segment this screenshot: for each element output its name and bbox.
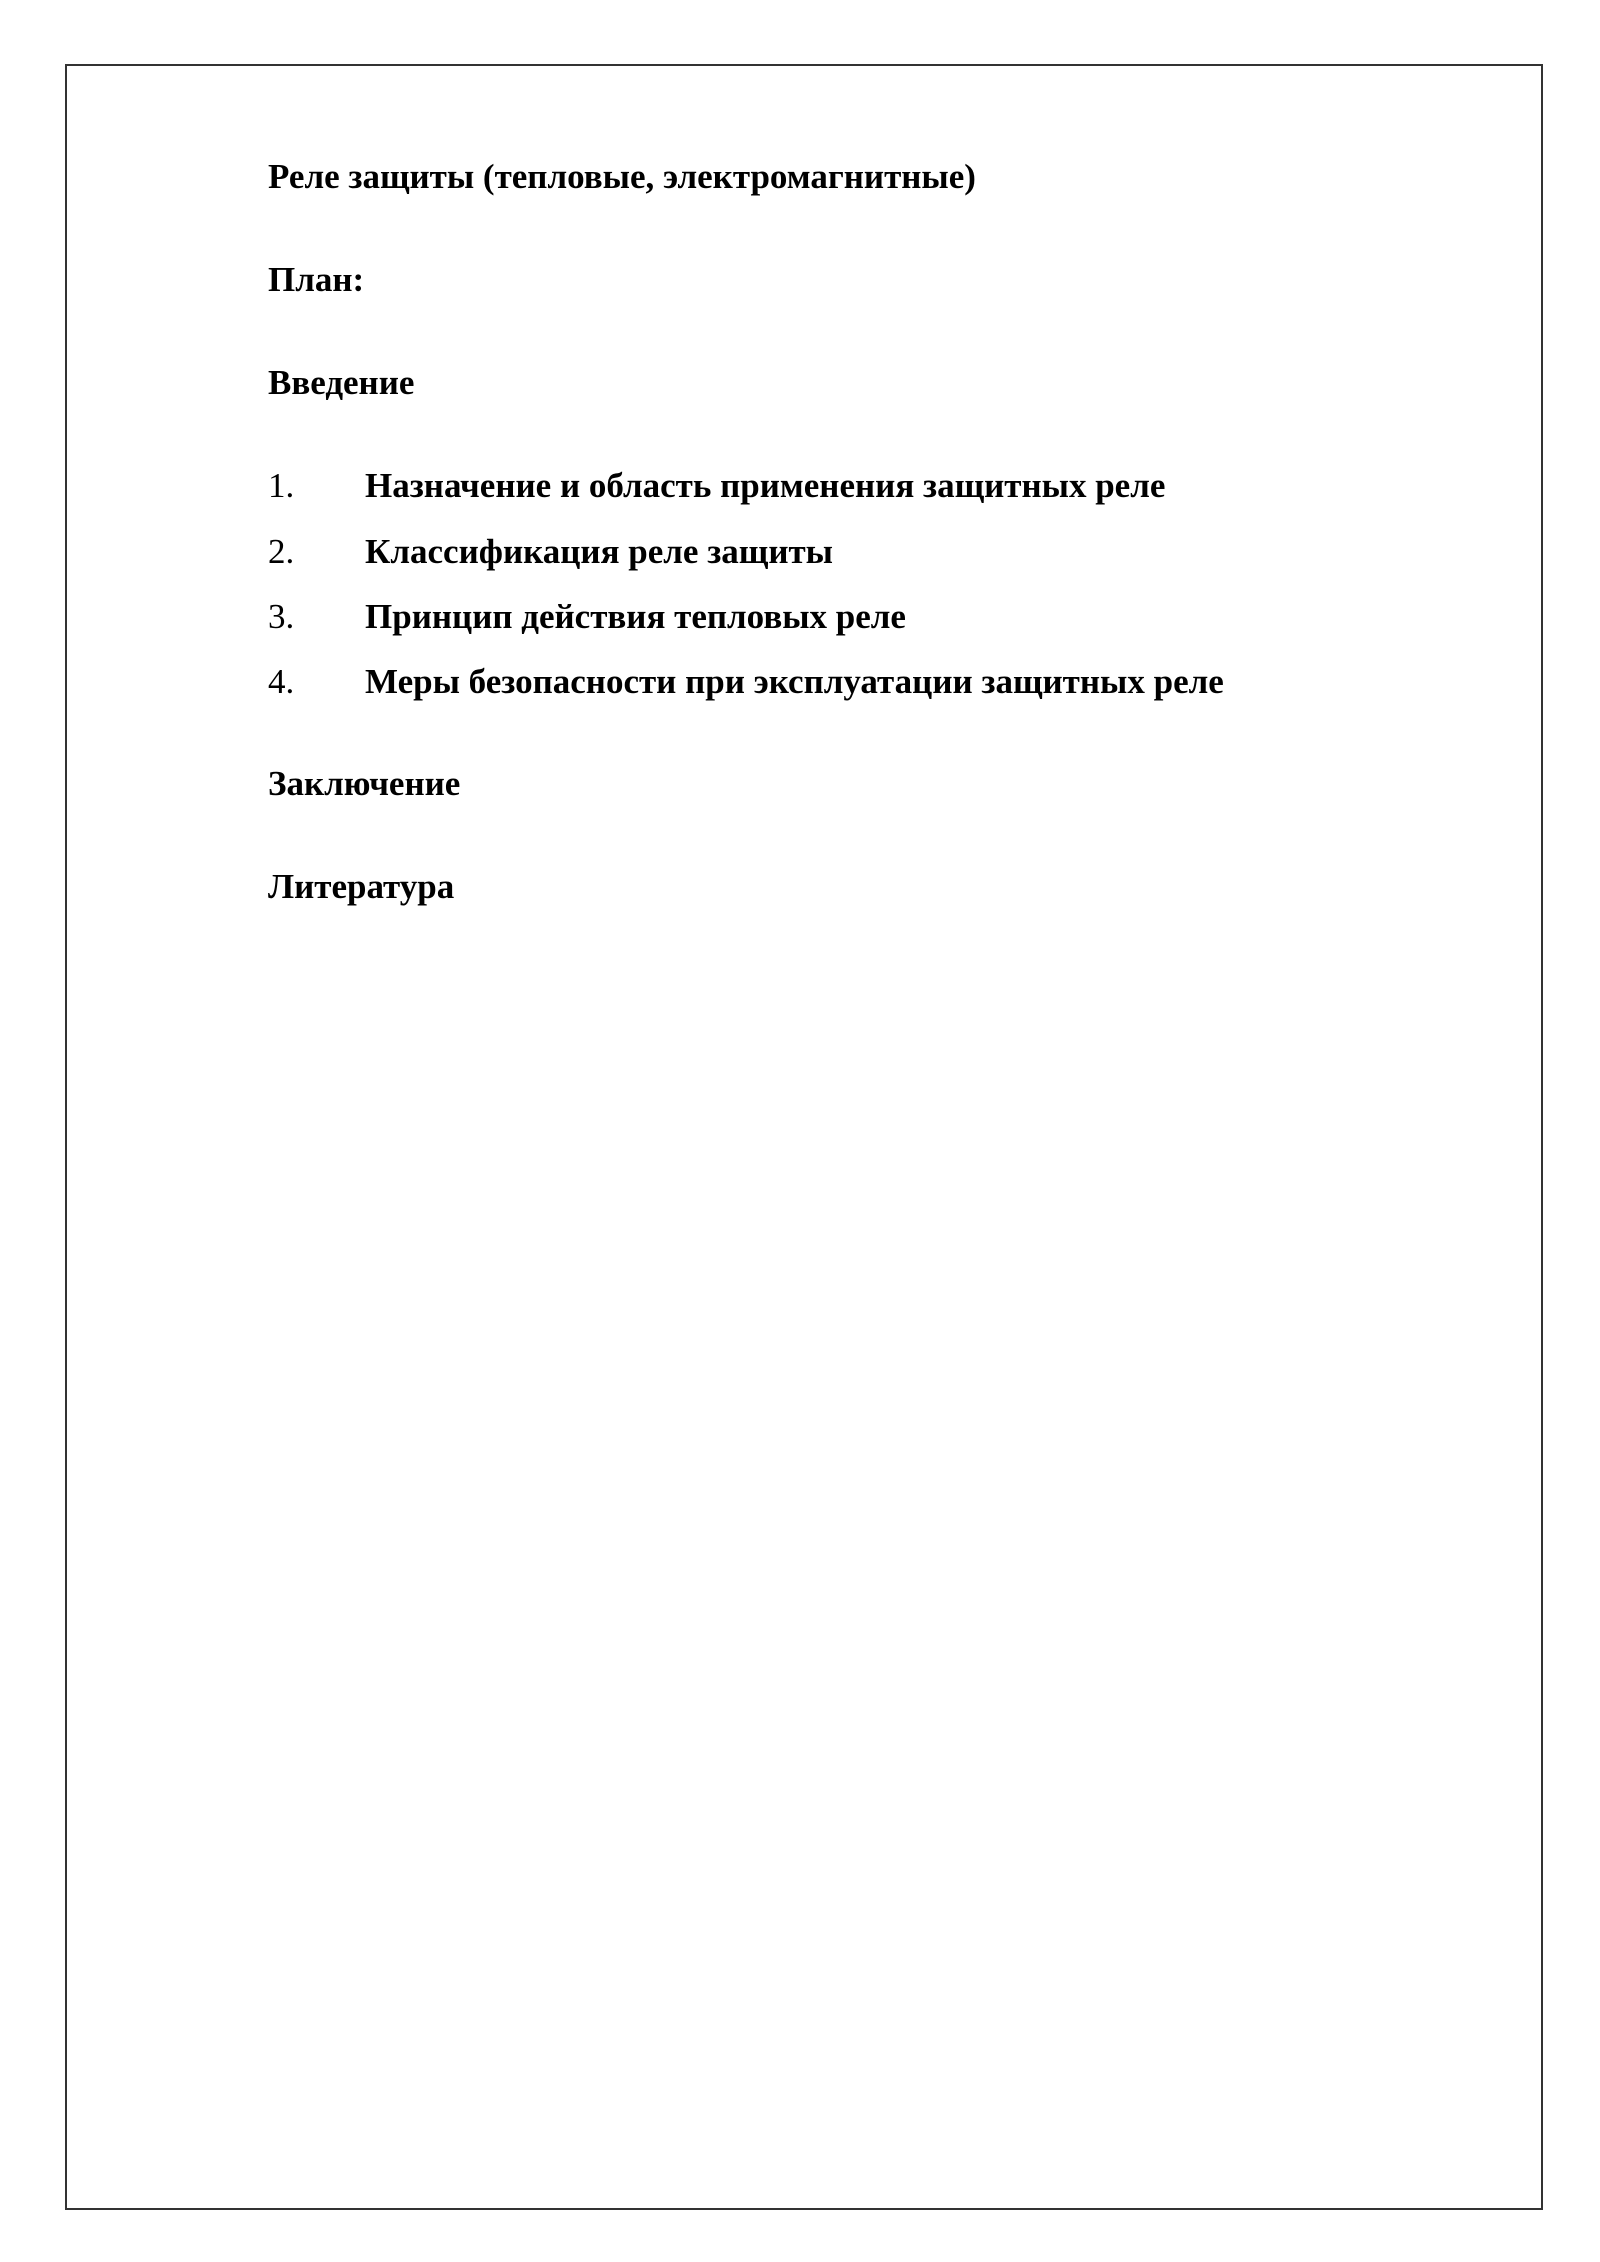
list-item-number: 1.: [268, 466, 295, 505]
list-item-text: Меры безопасности при эксплуатации защитных реле: [365, 662, 1224, 701]
plan-heading: План:: [268, 260, 365, 299]
list-item: [268, 660, 1468, 704]
list-item-text: Классификация реле защиты: [365, 532, 834, 571]
list-item-number: 4.: [268, 662, 295, 701]
intro-heading: Введение: [268, 363, 415, 402]
literature-heading: Литература: [268, 867, 455, 906]
list-item: [268, 530, 1468, 574]
list-item-text: Назначение и область применения защитных реле: [365, 466, 1166, 505]
document-title: Реле защиты (тепловые, электромагнитные): [268, 157, 976, 196]
list-item-text: Принцип действия тепловых реле: [365, 597, 906, 636]
list-item: [268, 464, 1468, 508]
list-item-number: 3.: [268, 597, 295, 636]
list-item-number: 2.: [268, 532, 295, 571]
list-item: [268, 595, 1468, 639]
conclusion-heading: Заключение: [268, 764, 461, 803]
